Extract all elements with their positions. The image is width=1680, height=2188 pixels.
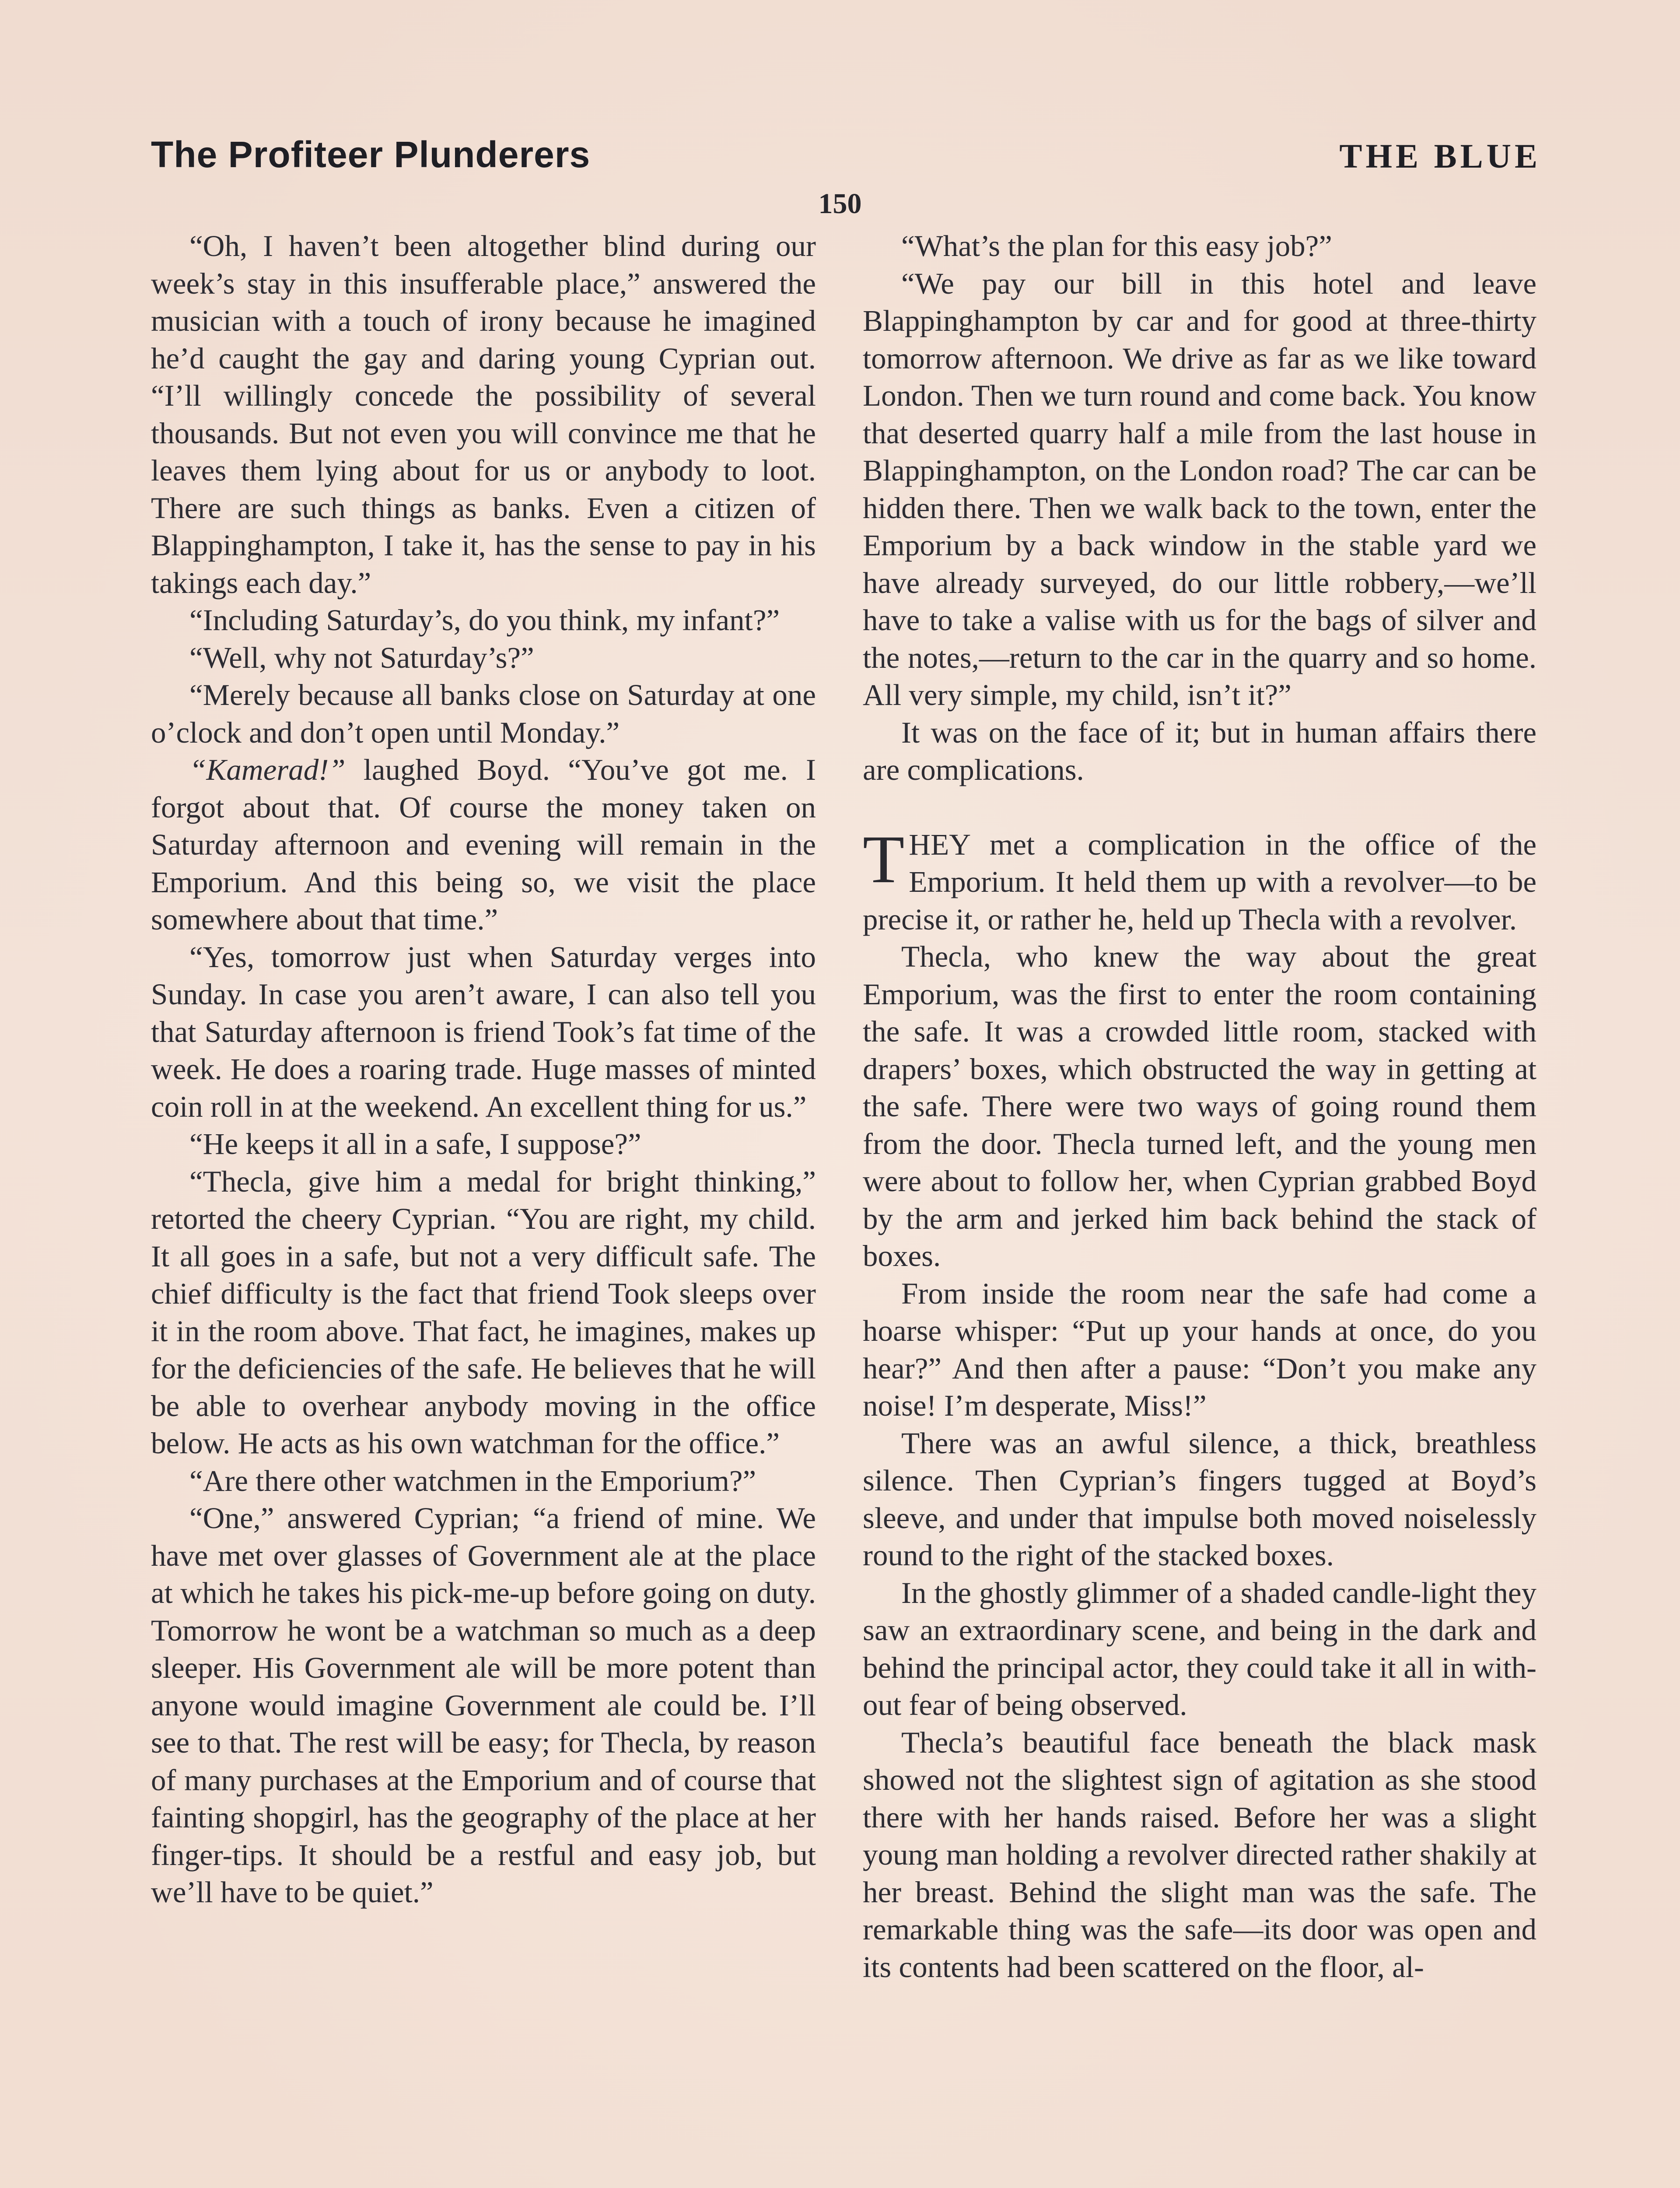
paragraph: It was on the face of it; but in human affairs there are complications.: [863, 715, 1536, 786]
story-title: The Profiteer Plunderers: [151, 134, 591, 175]
paragraph: From inside the room near the safe had come a hoarse whisper: “Put up your hands at once, do you hear?” And then after a pause: “Don’t you make any noise! I’m desperate, Miss!”: [863, 1276, 1536, 1422]
paragraph: “He keeps it all in a safe, I suppose?”: [189, 1127, 641, 1161]
paragraph: In the ghostly glimmer of a shaded candle-light they saw an extraordinary scene, and being in the dark and behind the principal actor, they could take it all in without fear of being observed.: [863, 1576, 1536, 1722]
page-number: 150: [818, 188, 862, 220]
paragraph: HEY met a complication in the office of the Emporium. It held them up with a revolver—to be precise it, or rather he, held up Thecla with a revolver.: [863, 828, 1536, 936]
paragraph: Thecla, who knew the way about the great Emporium, was the first to enter the room containing the safe. It was a crowded little room, stacked with drapers’ boxes, which obstructed the way in getting at the safe. There were two ways of going round them from the door. Thecla turned left, and the young men were about to follow her, when Cyprian grabbed Boyd by the arm and jerked him back behind the stack of boxes.: [863, 940, 1536, 1273]
section-break: [863, 789, 1536, 826]
paragraph: “Merely because all banks close on Saturday at one o’clock and don’t open until Monday.”: [151, 678, 816, 749]
kamerad-exclamation: “Kamerad!”: [189, 753, 346, 786]
paragraph: “Well, why not Saturday’s?”: [189, 641, 534, 674]
paragraph: There was an awful silence, a thick, breathless silence. Then Cyprian’s fingers tugged at Boyd’s sleeve, and under that impulse both moved noiselessly round to the right of the stacked boxes.: [863, 1426, 1536, 1572]
paragraph: “One,” answered Cyprian; “a friend of mine. We have met over glasses of Government ale at the place at which he takes his pick-me-up before going on duty. Tomorrow he wont be a watchman so much as a deep sleeper. His Government ale will be more potent than anyone would imagine Government ale could be. I’ll see to that. The rest will be easy; for Thecla, by reason of many purchases at the Emporium and of course that fainting shopgirl, has the geography of the place at her finger-tips. It should be a restful and easy job, but we’ll have to be quiet.”: [151, 1501, 816, 1909]
paragraph-text: laughed Boyd. “You’ve got me. I forgot about that. Of course the money taken on Saturday afternoon and evening will remain in the Emporium. And this being so, we visit the place somewhere about that time.”: [151, 753, 816, 936]
paragraph-kamerad: [151, 751, 816, 939]
drop-cap: T: [863, 821, 905, 897]
magazine-name: THE BLUE: [1339, 137, 1541, 175]
paragraph: Thecla’s beautiful face beneath the black mask showed not the slightest sign of agitation as she stood there with her hands raised. Before her was a slight young man holding a revolver directed rather shakily at her breast. Behind the slight man was the safe. The remarkable thing was the safe—its door was open and its contents had been scattered on the floor, al-: [863, 1725, 1536, 1984]
paragraph: “Are there other watchmen in the Emporium?”: [189, 1464, 756, 1497]
paragraph: “Oh, I haven’t been altogether blind during our week’s stay in this insufferable place,” answered the musician with a touch of irony because he imagined he’d caught the gay and daring young Cyprian out. “I’ll willingly concede the possibility of several thousands. But not even you will convince me that he leaves them lying about for us or anybody to loot. There are such things as banks. Even a citizen of Blappinghampton, I take it, has the sense to pay in his takings each day.”: [151, 229, 816, 600]
paragraph: “What’s the plan for this easy job?”: [901, 229, 1332, 263]
paragraph: “We pay our bill in this hotel and leave Blappinghampton by car and for good at three-thirty tomorrow afternoon. We drive as far as we like toward London. Then we turn round and come back. You know that deserted quarry half a mile from the last house in Blappinghampton, on the London road? The car can be hidden there. Then we walk back to the town, enter the Emporium by a back window in the stable yard we have already surveyed, do our little robbery,—we’ll have to take a valise with us for the bags of silver and the notes,—return to the car in the quarry and so home. All very simple, my child, isn’t it?”: [863, 266, 1536, 712]
right-column: [863, 228, 1536, 2188]
paragraph: “Thecla, give him a medal for bright thinking,” retorted the cheery Cyprian. “You are right, my child. It all goes in a safe, but not a very difficult safe. The chief difficulty is the fact that friend Took sleeps over it in the room above. That fact, he imagines, makes up for the deficiencies of the safe. He believes that he will be able to overhear anybody moving in the office below. He acts as his own watchman for the office.”: [151, 1164, 816, 1460]
left-column: [151, 228, 816, 2188]
paragraph: “Including Saturday’s, do you think, my infant?”: [189, 603, 780, 637]
paragraph: “Yes, tomorrow just when Saturday verges into Sunday. In case you aren’t aware, I can also tell you that Saturday afternoon is friend Took’s fat time of the week. He does a roaring trade. Huge masses of minted coin roll in at the weekend. An excellent thing for us.”: [151, 940, 816, 1123]
section-opening: [863, 821, 1536, 939]
